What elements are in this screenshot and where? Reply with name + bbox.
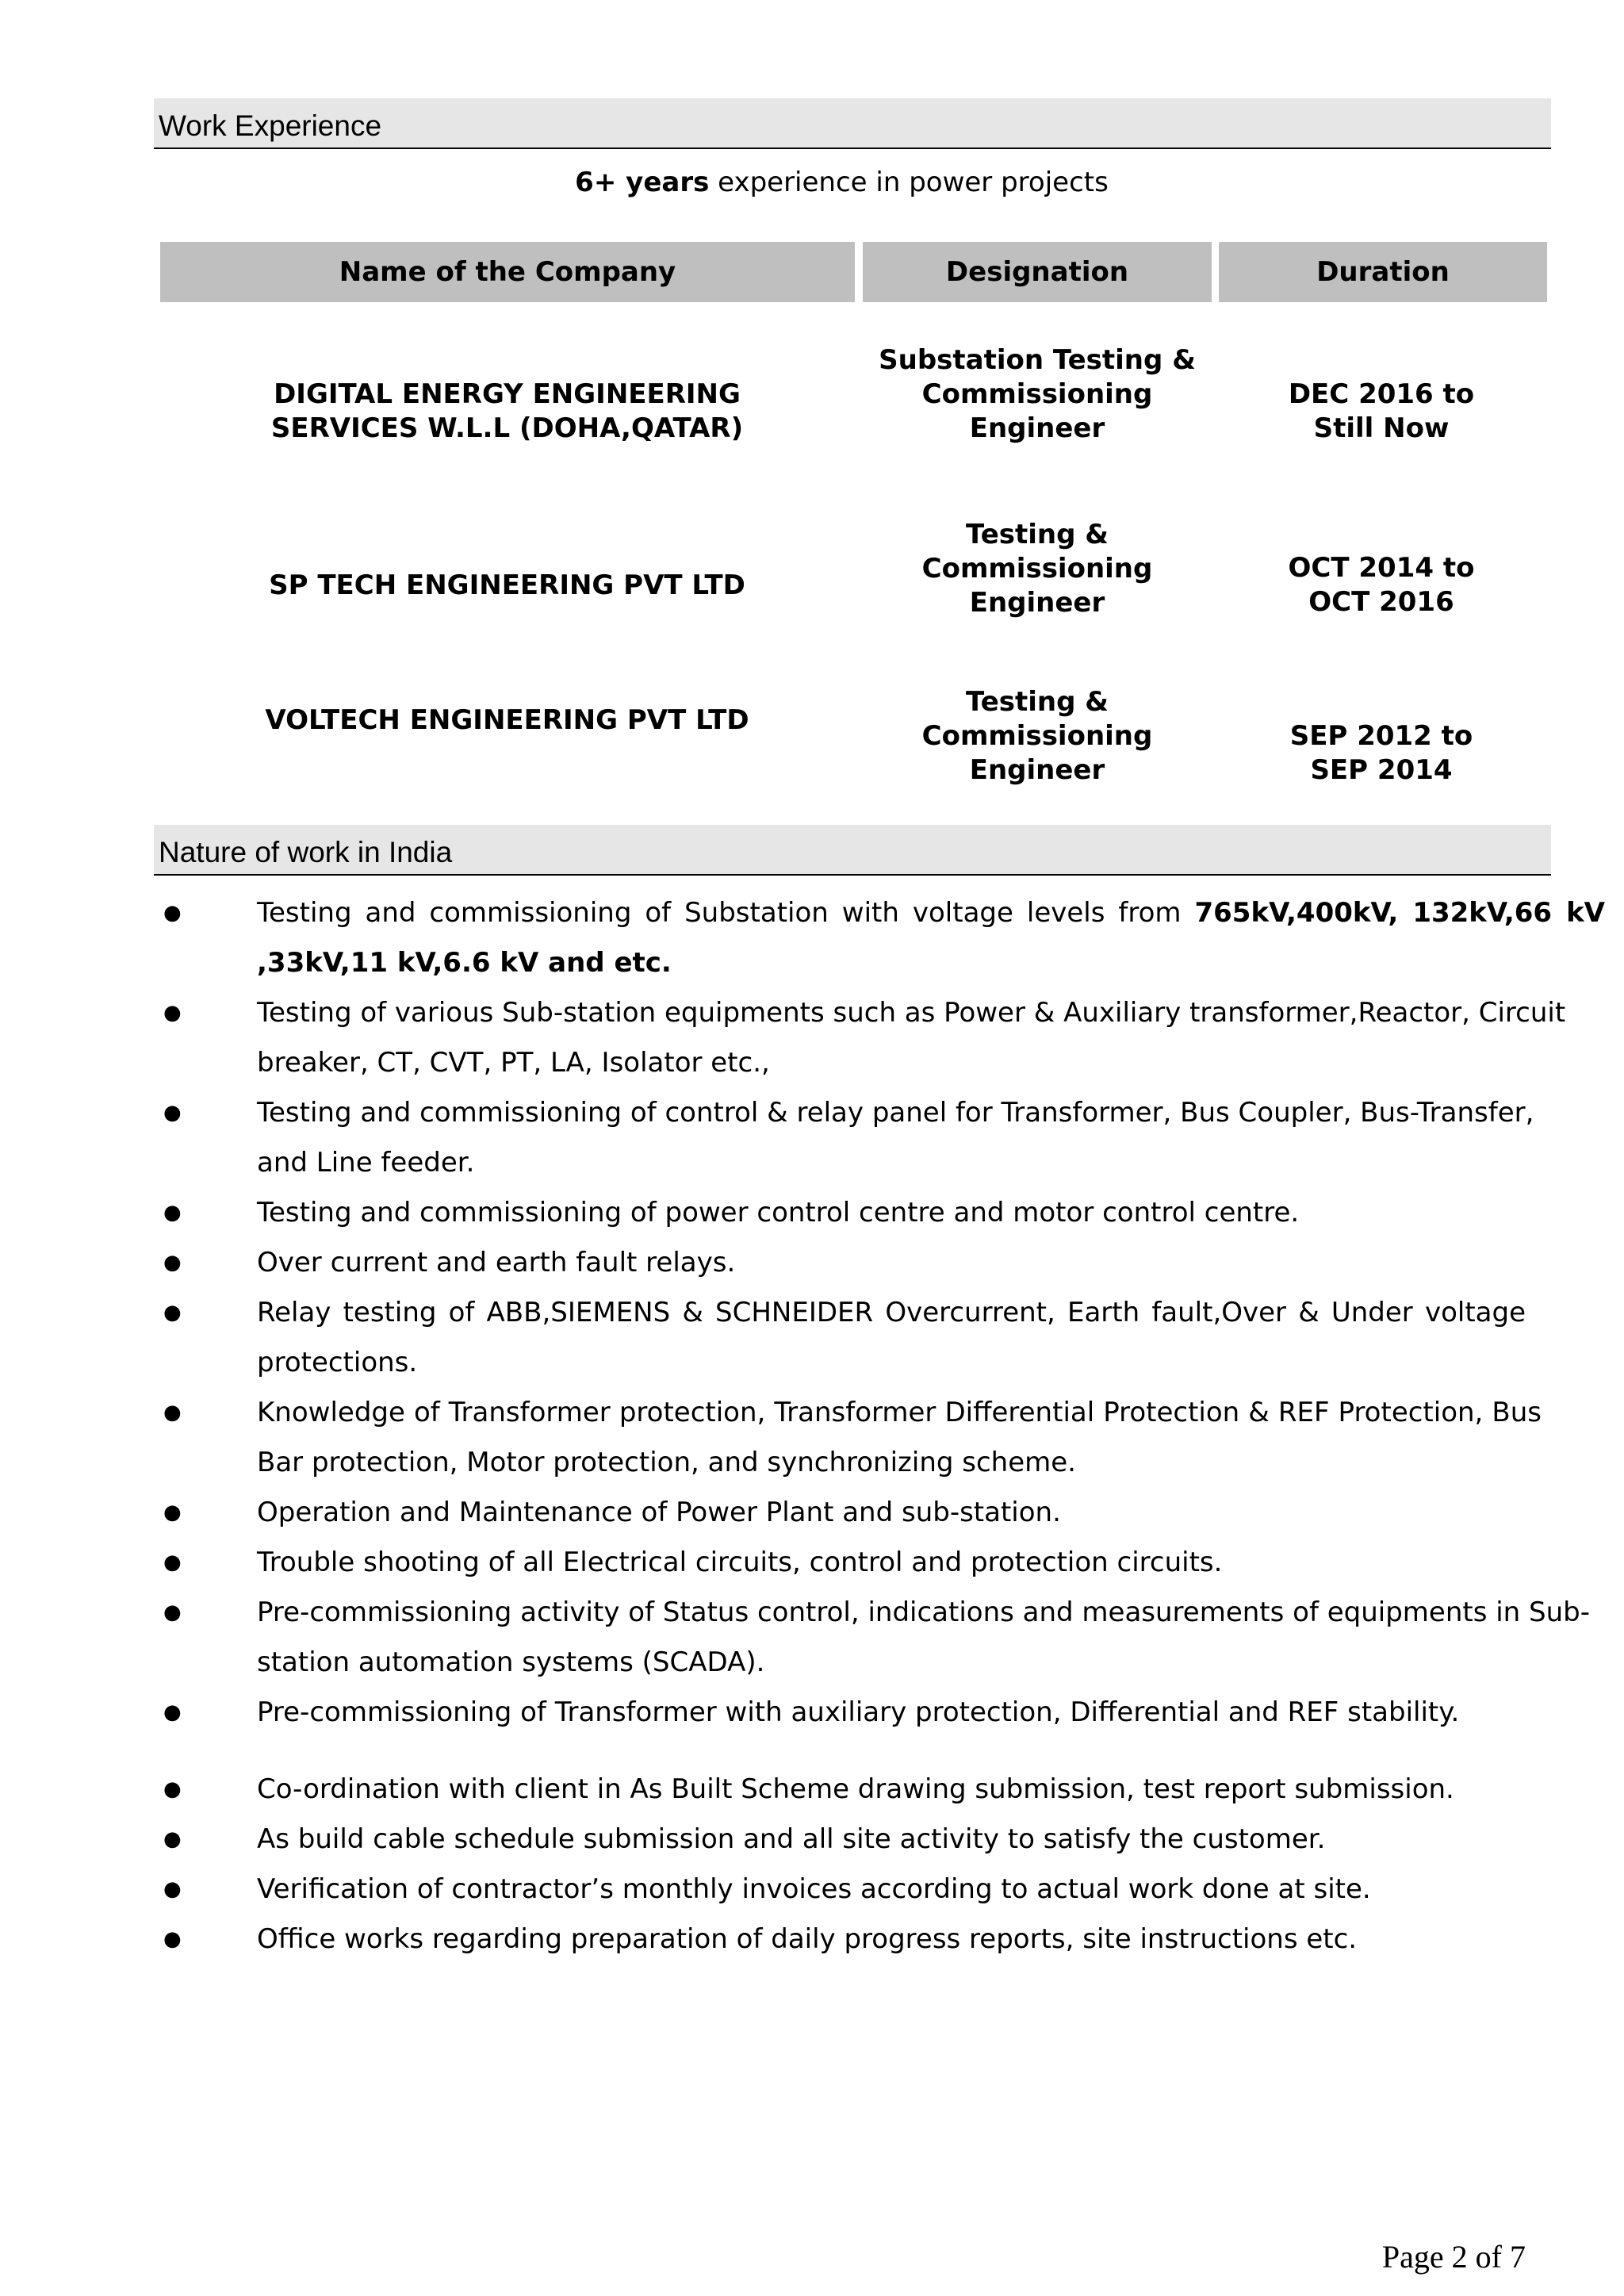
list-item: [154, 1288, 1551, 1388]
list-item-text: As build cable schedule submission and all site activity to satisfy the customer.: [257, 1823, 1326, 1855]
list-item: [154, 1815, 1551, 1865]
duration-line: OCT 2014 to: [1288, 552, 1475, 584]
section-header-nature-of-work: [154, 825, 1551, 876]
list-item-text: Co-ordination with client in As Built Scheme drawing submission, test report submission.: [257, 1773, 1454, 1805]
bullet-icon: ●: [163, 1101, 182, 1125]
list-item: [154, 1388, 1551, 1488]
bullet-icon: ●: [163, 1550, 182, 1574]
list-item: [154, 888, 1605, 988]
designation-line: Testing &: [966, 519, 1109, 550]
section-title: Work Experience: [159, 109, 382, 142]
duration-line: Still Now: [1313, 412, 1450, 444]
list-item: [154, 1188, 1551, 1238]
table-row-duration: [1215, 719, 1548, 788]
designation-line: Substation Testing &: [879, 344, 1196, 376]
page-number: Page 2 of 7: [1381, 2239, 1526, 2275]
list-item-text: Knowledge of Transformer protection, Transformer Differential Protection & REF Protection, Bus Bar protection, Motor protection, and synchronizing scheme.: [257, 1397, 1542, 1478]
list-item: [154, 1865, 1551, 1915]
list-item-text: Testing and commissioning of power control centre and motor control centre.: [257, 1197, 1300, 1228]
bullet-icon: ●: [163, 1201, 182, 1225]
table-header-duration: Duration: [1219, 242, 1547, 302]
table-row-company: [160, 378, 854, 446]
designation-line: Commissioning: [921, 720, 1153, 752]
table-row-designation: [863, 518, 1212, 620]
bullet-icon: ●: [163, 1600, 182, 1624]
list-item-text: Pre-commissioning activity of Status control, indications and measurements of equipments in Sub-station automation systems (SCADA).: [257, 1596, 1591, 1678]
designation-line: Engineer: [969, 412, 1105, 444]
list-item: [154, 1765, 1551, 1815]
bullet-icon: ●: [163, 901, 182, 925]
list-item-text: Testing of various Sub-station equipments such as Power & Auxiliary transformer,Reactor, Circuit breaker, CT, CVT, PT, LA, Isolator etc.,: [257, 997, 1566, 1079]
list-item-text: Office works regarding preparation of daily progress reports, site instructions etc.: [257, 1923, 1358, 1955]
list-item-bold-text: 765kV,400kV, 132kV,66 kV ,33kV,11 kV,6.6 kV and etc.: [257, 897, 1605, 979]
designation-line: Commissioning: [921, 553, 1153, 585]
designation-line: Engineer: [969, 587, 1105, 619]
duration-line: SEP 2014: [1310, 754, 1453, 786]
list-item: [154, 988, 1566, 1088]
company-line: VOLTECH ENGINEERING PVT LTD: [265, 704, 749, 736]
bullet-icon: ●: [163, 1700, 182, 1724]
list-item: [154, 1088, 1551, 1188]
bullet-icon: ●: [163, 1927, 182, 1951]
list-item-text: Testing and commissioning of control & relay panel for Transformer, Bus Coupler, Bus-Transfer, and Line feeder.: [257, 1097, 1534, 1179]
list-item: [154, 1488, 1551, 1538]
bullet-icon: ●: [163, 1251, 182, 1274]
list-item-text: Verification of contractor’s monthly invoices according to actual work done at site.: [257, 1873, 1371, 1905]
duration-line: OCT 2016: [1308, 586, 1454, 618]
bullet-icon: ●: [163, 1877, 182, 1901]
list-item-text: Testing and commissioning of Substation with voltage levels from: [257, 897, 1195, 929]
table-row-duration: [1215, 378, 1548, 446]
designation-line: Testing &: [966, 686, 1109, 718]
duration-line: DEC 2016 to: [1288, 378, 1475, 410]
bullet-icon: ●: [163, 1777, 182, 1801]
bullet-icon: ●: [163, 1301, 182, 1324]
designation-line: Engineer: [969, 754, 1105, 786]
list-item-text: Trouble shooting of all Electrical circuits, control and protection circuits.: [257, 1547, 1223, 1578]
bullet-icon: ●: [163, 1827, 182, 1851]
experience-highlight: 6+ years: [575, 167, 710, 198]
company-line: DIGITAL ENERGY ENGINEERING: [274, 378, 741, 410]
list-item-text: Relay testing of ABB,SIEMENS & SCHNEIDER Overcurrent, Earth fault,Over & Under voltage protections.: [257, 1297, 1526, 1378]
table-row-designation: [863, 343, 1212, 446]
list-item: [154, 1588, 1591, 1688]
section-title: Nature of work in India: [159, 836, 453, 868]
list-item: [154, 1238, 1551, 1288]
list-item: [154, 1688, 1551, 1738]
duration-line: SEP 2012 to: [1289, 720, 1473, 752]
list-item: [154, 1538, 1551, 1588]
list-item: [154, 1915, 1551, 1964]
list-item-text: Operation and Maintenance of Power Plant and sub-station.: [257, 1497, 1061, 1528]
table-row-company: [160, 569, 854, 603]
bullet-icon: ●: [163, 1401, 182, 1424]
table-row-company: [160, 703, 854, 738]
bullet-icon: ●: [163, 1001, 182, 1025]
section-header-work-experience: [154, 98, 1551, 149]
designation-line: Commissioning: [921, 378, 1153, 410]
table-row-designation: [863, 685, 1212, 788]
experience-summary: [0, 167, 1624, 198]
table-header-designation: Designation: [863, 242, 1212, 302]
list-item-text: Over current and earth fault relays.: [257, 1247, 736, 1278]
work-nature-list: [154, 888, 1605, 1964]
table-header-company: Name of the Company: [160, 242, 855, 302]
company-line: SP TECH ENGINEERING PVT LTD: [269, 569, 745, 601]
list-item-text: Pre-commissioning of Transformer with auxiliary protection, Differential and REF stability.: [257, 1696, 1460, 1728]
company-line: SERVICES W.L.L (DOHA,QATAR): [270, 412, 744, 444]
table-row-duration: [1215, 551, 1548, 619]
experience-text: experience in power projects: [709, 167, 1109, 198]
bullet-icon: ●: [163, 1501, 182, 1524]
